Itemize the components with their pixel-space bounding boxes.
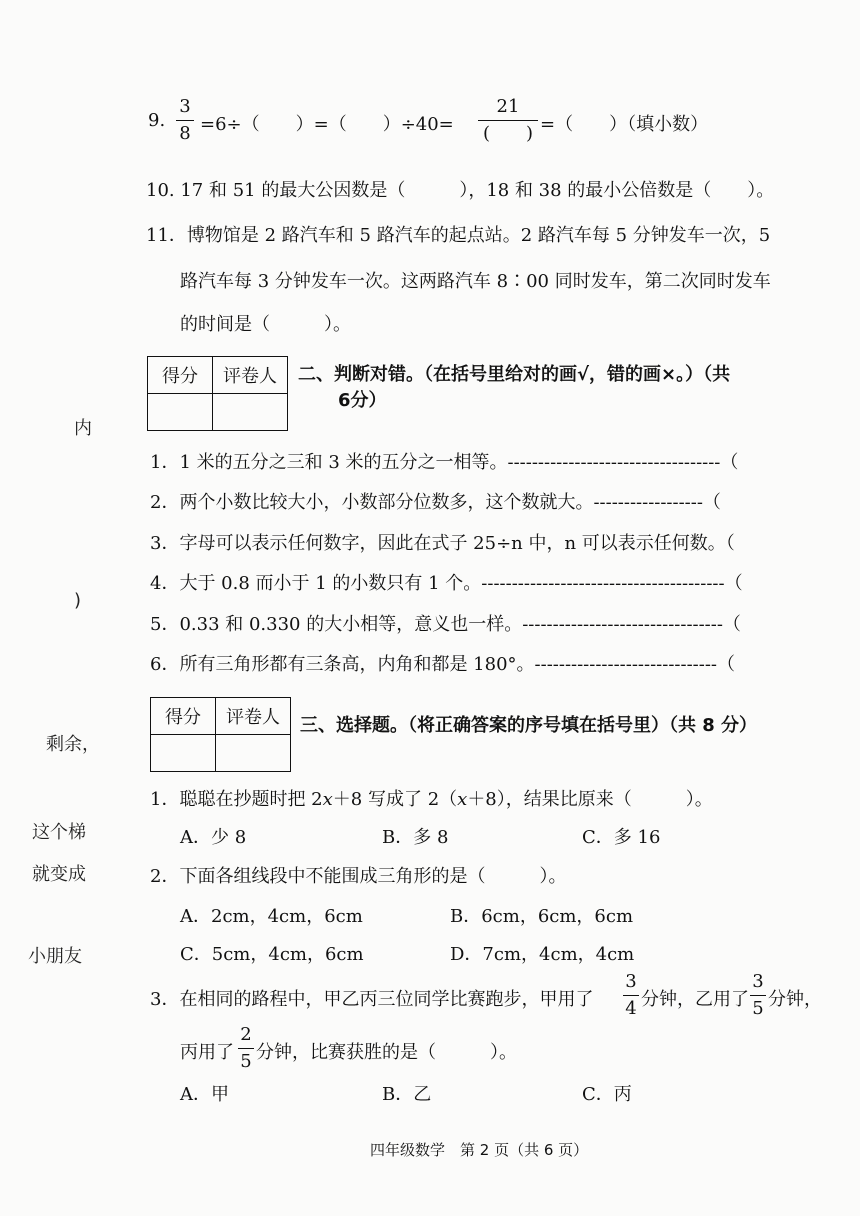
q9-fraction-1 [176, 96, 194, 145]
q9-frac1-denominator: 8 [179, 123, 191, 144]
q9-text-a: =6÷（ ）=（ ）÷40= [200, 114, 454, 135]
choice-q3-option-b: B．乙 [382, 1084, 432, 1105]
choice-q3-option-c: C．丙 [582, 1084, 632, 1105]
score-box[interactable] [148, 394, 213, 431]
choice-q2-option-d: D．7cm，4cm，4cm [450, 944, 635, 965]
judge-item-6: 6．所有三角形都有三条高，内角和都是 180°。------------------------------（ [150, 654, 735, 675]
q11-line-3: 的时间是（ ）。 [180, 314, 351, 335]
judge-item-1: 1．1 米的五分之三和 3 米的五分之一相等。-----------------------------------（ [150, 452, 739, 473]
grader-label: 评卷人 [216, 698, 291, 735]
choice-q2-option-c: C．5cm，4cm，6cm [180, 944, 364, 965]
q9-frac1-numerator: 3 [179, 96, 191, 117]
q9-fraction-2 [478, 96, 538, 145]
judge-item-2: 2．两个小数比较大小，小数部分位数多，这个数就大。------------------（ [150, 492, 721, 513]
section2-title-line-2: 6分） [338, 390, 387, 411]
choice-q3-text-c: 分钟， [768, 989, 822, 1010]
section3-title: 三、选择题。（将正确答案的序号填在括号里）（共 8 分） [300, 715, 758, 736]
margin-fragment-5: 就变成 [32, 864, 86, 885]
q9-text-b: =（ ）（填小数） [540, 114, 709, 135]
choice-q3-line2-a: 丙用了 [180, 1042, 234, 1063]
q11-line-2: 路汽车每 3 分钟发车一次。这两路汽车 8∶00 同时发车，第二次同时发车 [180, 271, 771, 292]
choice-q1-option-b: B．多 8 [382, 827, 449, 848]
q9-frac2-numerator: 21 [496, 96, 520, 117]
choice-q1: 1．聪聪在抄题时把 2x＋8 写成了 2（x＋8），结果比原来（ ）。 [150, 789, 713, 810]
q10: 10. 17 和 51 的最大公因数是（ ），18 和 38 的最小公倍数是（ ）。 [146, 180, 775, 201]
grader-box[interactable] [213, 394, 288, 431]
choice-q2-option-b: B．6cm，6cm，6cm [450, 906, 634, 927]
section2-title-line-1: 二、判断对错。（在括号里给对的画√，错的画×。）（共 [298, 364, 731, 385]
choice-q3-fraction-3: 2 5 [238, 1024, 254, 1073]
judge-item-3: 3．字母可以表示任何数字，因此在式子 25÷n 中，n 可以表示任何数。（ [150, 533, 735, 554]
margin-fragment-2: ) [74, 590, 82, 611]
margin-fragment-4: 这个梯 [32, 822, 86, 843]
grader-label: 评卷人 [213, 357, 288, 394]
choice-q3-fraction-1: 3 4 [623, 971, 639, 1020]
grader-box[interactable] [216, 735, 291, 772]
score-label: 得分 [148, 357, 213, 394]
judge-item-4: 4．大于 0.8 而小于 1 的小数只有 1 个。----------------------------------------（ [150, 573, 743, 594]
section3-score-table [150, 697, 291, 772]
q9-number: 9. [148, 110, 166, 131]
q9-frac2-denominator: ( ) [482, 123, 534, 144]
choice-q3-fraction-2: 3 5 [750, 971, 766, 1020]
choice-q3-line2-b: 分钟，比赛获胜的是（ ）。 [256, 1042, 517, 1063]
choice-q2: 2．下面各组线段中不能围成三角形的是（ ）。 [150, 866, 567, 887]
section2-score-table [147, 356, 288, 431]
score-label: 得分 [151, 698, 216, 735]
choice-q1-option-a: A．少 8 [180, 827, 247, 848]
page-footer: 四年级数学 第 2 页（共 6 页） [370, 1141, 589, 1159]
margin-fragment-3: 剩余， [46, 734, 100, 755]
margin-fragment-1: 内 [74, 418, 92, 439]
choice-q2-option-a: A．2cm，4cm，6cm [180, 906, 363, 927]
choice-q3-text-b: 分钟，乙用了 [641, 989, 749, 1010]
margin-fragment-6: 小朋友 [28, 946, 82, 967]
q11-line-1: 11．博物馆是 2 路汽车和 5 路汽车的起点站。2 路汽车每 5 分钟发车一次，5 [146, 225, 771, 246]
choice-q3-text-a: 3．在相同的路程中，甲乙丙三位同学比赛跑步，甲用了 [150, 989, 594, 1010]
choice-q1-option-c: C．多 16 [582, 827, 661, 848]
choice-q3-option-a: A．甲 [180, 1084, 229, 1105]
score-box[interactable] [151, 735, 216, 772]
judge-item-5: 5．0.33 和 0.330 的大小相等，意义也一样。---------------------------------（ [150, 614, 741, 635]
